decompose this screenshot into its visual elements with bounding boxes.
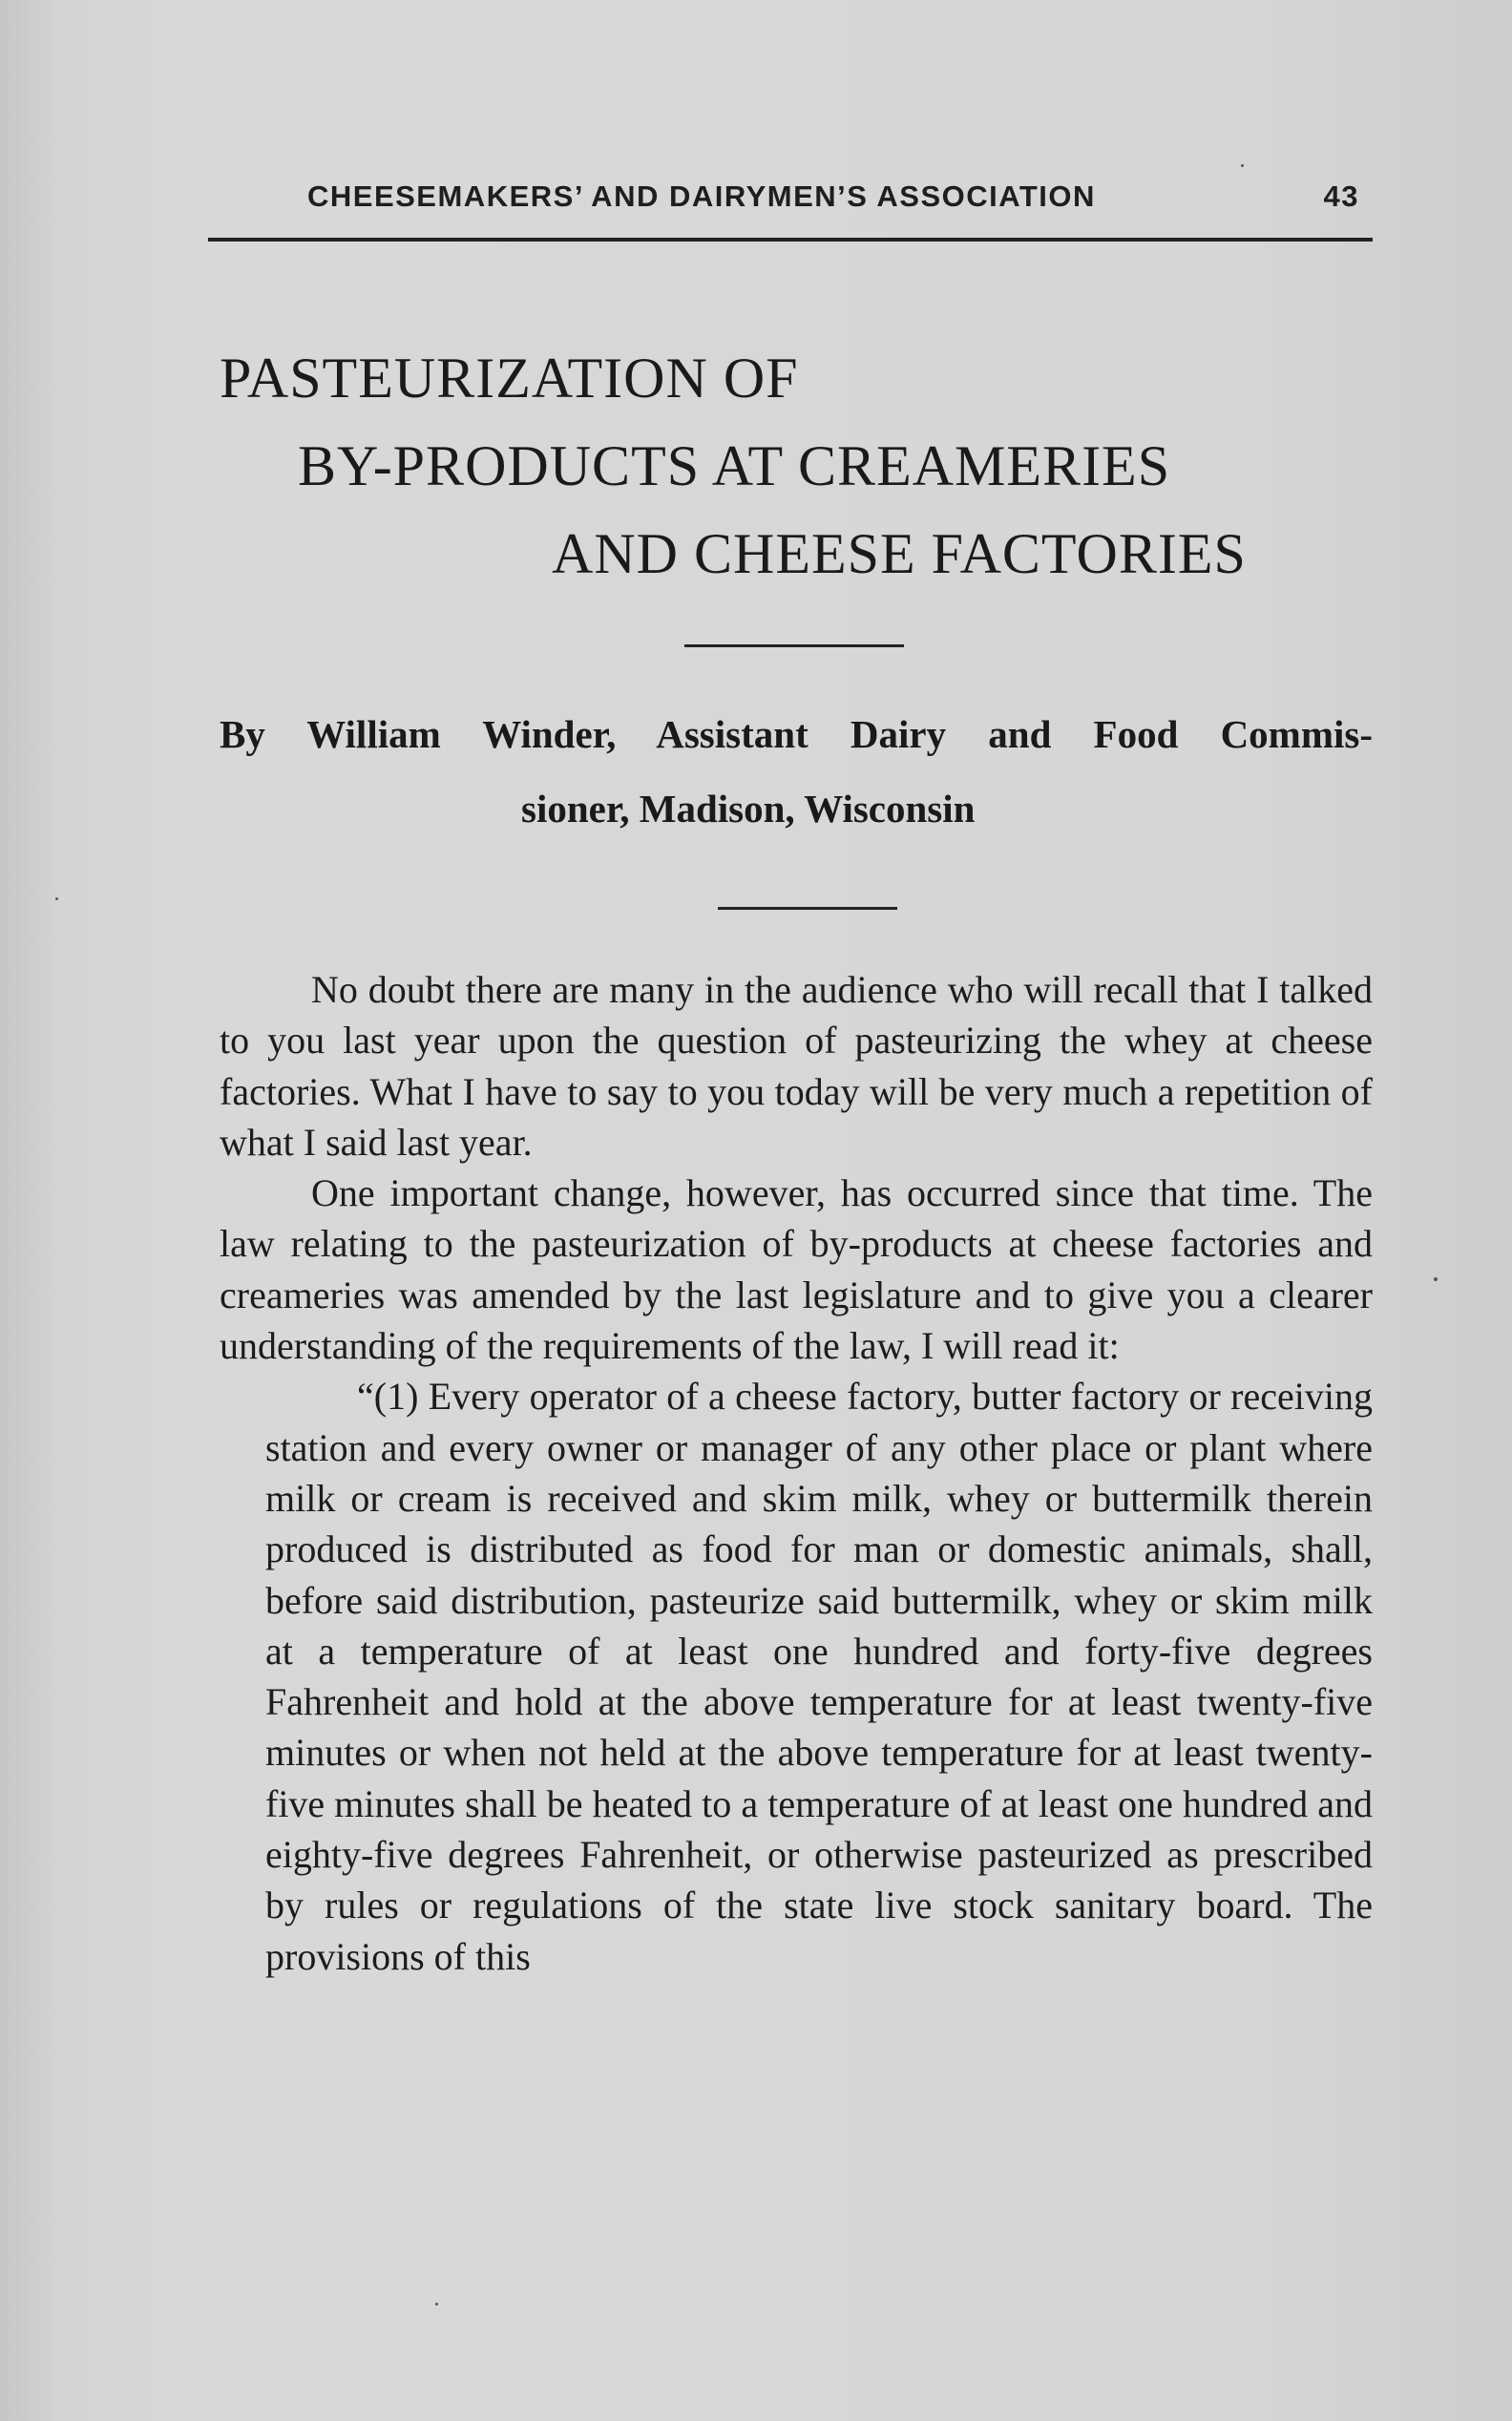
title-divider [684, 644, 904, 647]
print-speck [1434, 1277, 1438, 1281]
print-speck [1241, 164, 1244, 167]
body-paragraph-1: No doubt there are many in the audience who will recall that I talked to you last year upon the question of pasteurizing the whey at cheese factories. What I have to say to you today will be very much a repetition of what I said last year. [220, 968, 1373, 1164]
byline-line-2: sioner, Madison, Wisconsin [521, 787, 976, 831]
running-title: CHEESEMAKERS’ AND DAIRYMEN’S ASSOCIATION [307, 179, 1096, 213]
article-title-line-3: AND CHEESE FACTORIES [552, 522, 1247, 585]
article-title-line-2: BY-PRODUCTS AT CREAMERIES [298, 434, 1171, 497]
byline-line-1: By William Winder, Assistant Dairy and Food Commis- [220, 712, 1373, 756]
print-speck [55, 897, 58, 900]
page-number: 43 [1323, 179, 1359, 213]
print-speck [435, 2303, 438, 2305]
body-paragraph-2: One important change, however, has occurred since that time. The law relating to the pasteurization of by-products at cheese factories and creameries was amended by the last legislature and to give you a clearer understanding of the requirements of the law, I will read it: [220, 1171, 1373, 1368]
law-quotation: “(1) Every operator of a cheese factory, butter factory or receiving station and every owner or manager of any other place or plant where milk or cream is received and skim milk, whey or buttermilk therein produced is distributed as food for man or domestic animals, shall, before said distribution, pasteurize said buttermilk, whey or skim milk at a temperature of at least one hundred and forty-five degrees Fahrenheit and hold at the above temperature for at least twenty-five minutes or when not held at the above temperature for at least twenty-five minutes shall be heated to a temperature of at least one hundred and eighty-five degrees Fahrenheit, or otherwise pasteurized as prescribed by rules or regulations of the state live stock sanitary board. The provisions of this [265, 1375, 1373, 1978]
running-header [208, 179, 1373, 225]
byline-divider [718, 907, 897, 910]
header-rule [208, 238, 1373, 242]
article-title-line-1: PASTEURIZATION OF [220, 347, 799, 410]
article-body [220, 964, 1373, 1982]
